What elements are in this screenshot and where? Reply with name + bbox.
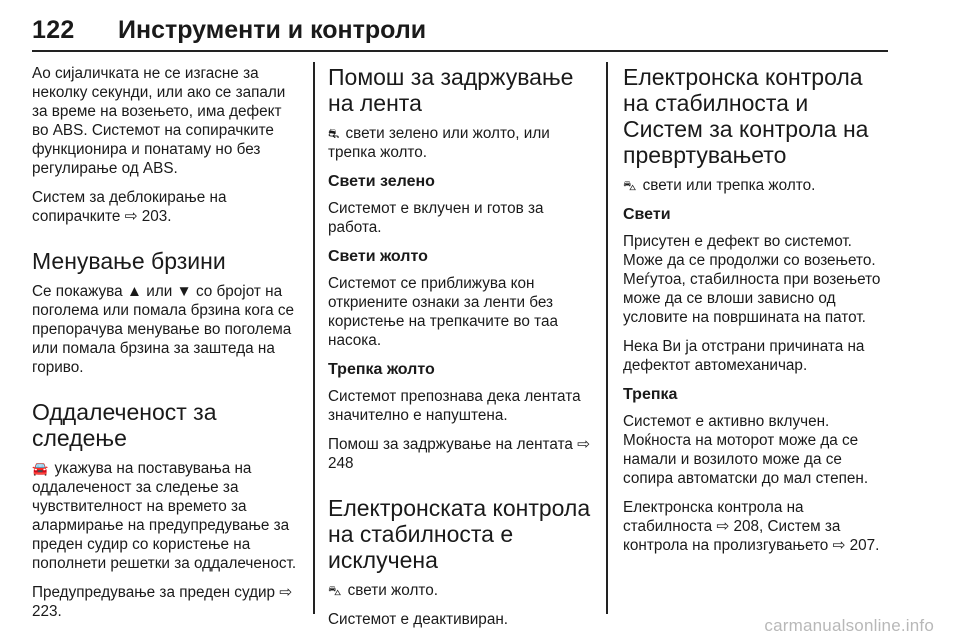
lit-green-paragraph: Системот е вклучен и готов за работа. [328,200,544,236]
page-title: Инструменти и контроли [118,16,427,44]
esc-off-heading: Електронската контрола на стабилноста е исклучена [328,495,591,573]
following-distance-heading: Оддалеченост за следење [32,399,217,451]
gear-shift-paragraph: Се покажува ▲ или ▼ со бројот на поголема или помала брзина кога се препорачува менување во поголема или помала брзина за заштеда на гориво. [32,283,295,376]
column-divider [313,62,315,614]
flashing-yellow-heading: Трепка жолто [328,361,435,378]
esc-off-icon: ⛍ [328,583,342,598]
gear-shift-heading: Менување брзини [32,248,226,274]
esc-off-status: Системот е деактивиран. [328,611,509,628]
page-header [32,16,888,52]
lit-paragraph: Присутен е дефект во системот. Може да се продолжи со возењето. Меѓутоа, стабилноста при возењето може да се влоши зависно од условите на површината на патот. [623,233,881,326]
lit-yellow-heading: Свети жолто [328,248,428,265]
page-number: 122 [32,16,75,44]
flashing-heading: Трепка [623,386,678,403]
lane-keep-reference: Помош за задржување на лентата ⇨ 248 [328,436,590,472]
lane-keep-paragraph [328,124,596,162]
brake-release-paragraph: Систем за деблокирање на сопирачките ⇨ 203. [32,189,227,225]
header-rule [32,50,888,52]
abs-paragraph: Ао сијаличката не се изгасне за неколку секунди, или ако се запали за време на возењето, има дефект во ABS. Системот на сопирачките функционира и понатаму но без регулирање од ABS. [32,65,286,177]
column-1 [32,64,302,631]
esc-heading: Електронска контрола на стабилноста и Систем за контрола на превртувањето [623,64,869,168]
lit-heading: Свети [623,206,671,223]
flashing-yellow-paragraph: Системот препознава дека лентата значително е напуштена. [328,388,581,424]
lit-green-heading: Свети зелено [328,173,435,190]
column-divider [606,62,608,614]
lit-yellow-paragraph: Системот се приближува кон откриените ознаки за ленти без користење на трепкачите во таа насока. [328,275,558,349]
column-2 [328,64,596,639]
column-3 [623,64,891,565]
lane-keep-heading: Помош за задржување на лента [328,64,574,116]
esc-off-text: свети жолто. [347,582,438,599]
esc-text: свети или трепка жолто. [642,177,816,194]
following-distance-paragraph [32,459,302,573]
following-distance-text: укажува на поставувања на оддалеченост за следење за чувствителност на времето за алармирање на предупредување за преден судир со користење на пополнети решетки за оддалеченост. [32,460,297,572]
esc-off-paragraph [328,581,596,600]
watermark: carmanualsonline.info [764,616,934,635]
esc-paragraph [623,176,891,195]
lit-advice-paragraph: Нека Ви ја отстрани причината на дефектот автомеханичар. [623,338,865,374]
collision-warning-paragraph: Предупредување за преден судир ⇨ 223. [32,584,293,620]
lane-keep-text: свети зелено или жолто, или трепка жолто. [328,125,550,161]
flashing-paragraph: Системот е активно вклучен. Моќноста на моторот може да се намали и возилото може да се сопира автоматски до мал степен. [623,413,869,487]
esc-reference: Електронска контрола на стабилноста ⇨ 208, Систем за контрола на пролизгувањето ⇨ 207. [623,499,880,554]
lane-keep-icon: ⛐ [328,126,340,141]
vehicle-ahead-icon: 🚘 [32,461,49,476]
esc-icon: ⛍ [623,178,637,193]
